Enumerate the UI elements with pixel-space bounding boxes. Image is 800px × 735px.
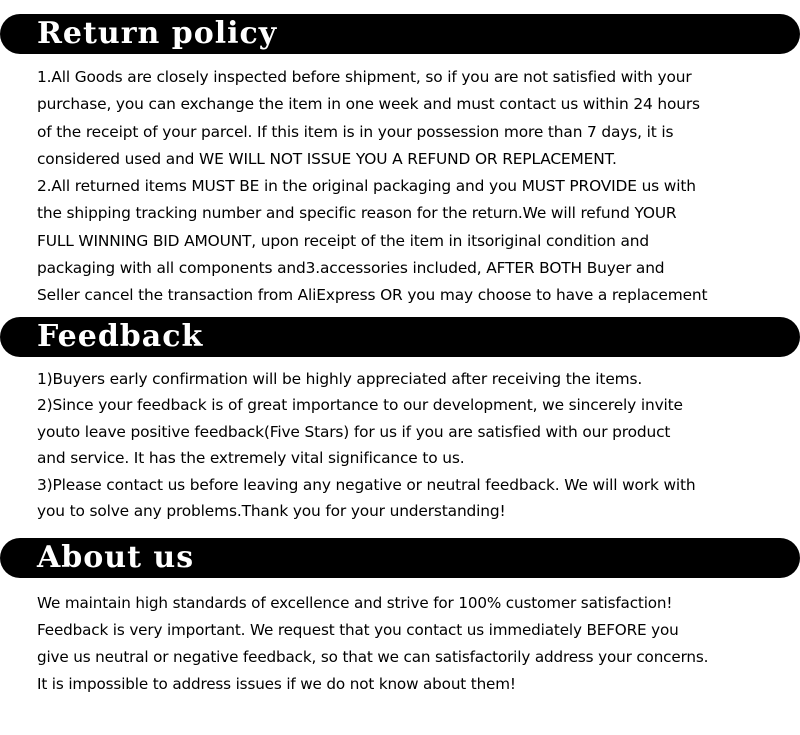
return-policy-line: Seller cancel the transaction from AliExpress OR you may choose to have a replacement bbox=[37, 286, 708, 305]
about-us-text bbox=[37, 590, 797, 698]
return-policy-line: FULL WINNING BID AMOUNT, upon receipt of the item in itsoriginal condition and bbox=[37, 231, 650, 250]
feedback-line: and service. It has the extremely vital significance to us. bbox=[37, 449, 465, 468]
feedback-text bbox=[37, 366, 797, 524]
feedback-line: 3)Please contact us before leaving any negative or neutral feedback. We will work with bbox=[37, 475, 696, 494]
return-policy-line: the shipping tracking number and specific reason for the return.We will refund YOUR bbox=[37, 204, 677, 223]
feedback-title: Feedback bbox=[37, 319, 204, 354]
about-us-header bbox=[0, 538, 800, 578]
about-us-line: It is impossible to address issues if we do not know about them! bbox=[37, 675, 516, 693]
feedback-line: youto leave positive feedback(Five Stars) for us if you are satisfied with our product bbox=[37, 422, 671, 441]
return-policy-line: of the receipt of your parcel. If this item is in your possession more than 7 days, it is bbox=[37, 122, 674, 141]
about-us-line: Feedback is very important. We request that you contact us immediately BEFORE you bbox=[37, 621, 679, 639]
feedback-line: 1)Buyers early confirmation will be highly appreciated after receiving the items. bbox=[37, 370, 643, 388]
feedback-header bbox=[0, 317, 800, 357]
return-policy-header bbox=[0, 14, 800, 54]
return-policy-line: packaging with all components and3.accessories included, AFTER BOTH Buyer and bbox=[37, 259, 665, 278]
feedback-line: you to solve any problems.Thank you for your understanding! bbox=[37, 501, 506, 520]
return-policy-line: 1.All Goods are closely inspected before shipment, so if you are not satisfied with your bbox=[37, 68, 692, 86]
return-policy-line: 2.All returned items MUST BE in the original packaging and you MUST PROVIDE us with bbox=[37, 177, 696, 196]
return-policy-text bbox=[37, 64, 797, 310]
about-us-line: give us neutral or negative feedback, so that we can satisfactorily address your concerns. bbox=[37, 648, 709, 666]
return-policy-title: Return policy bbox=[37, 16, 278, 51]
about-us-title: About us bbox=[37, 540, 195, 575]
about-us-line: We maintain high standards of excellence and strive for 100% customer satisfaction! bbox=[37, 594, 673, 612]
return-policy-line: purchase, you can exchange the item in one week and must contact us within 24 hours bbox=[37, 95, 700, 114]
feedback-line: 2)Since your feedback is of great importance to our development, we sincerely invite bbox=[37, 396, 683, 415]
return-policy-line: considered used and WE WILL NOT ISSUE YOU A REFUND OR REPLACEMENT. bbox=[37, 149, 617, 168]
